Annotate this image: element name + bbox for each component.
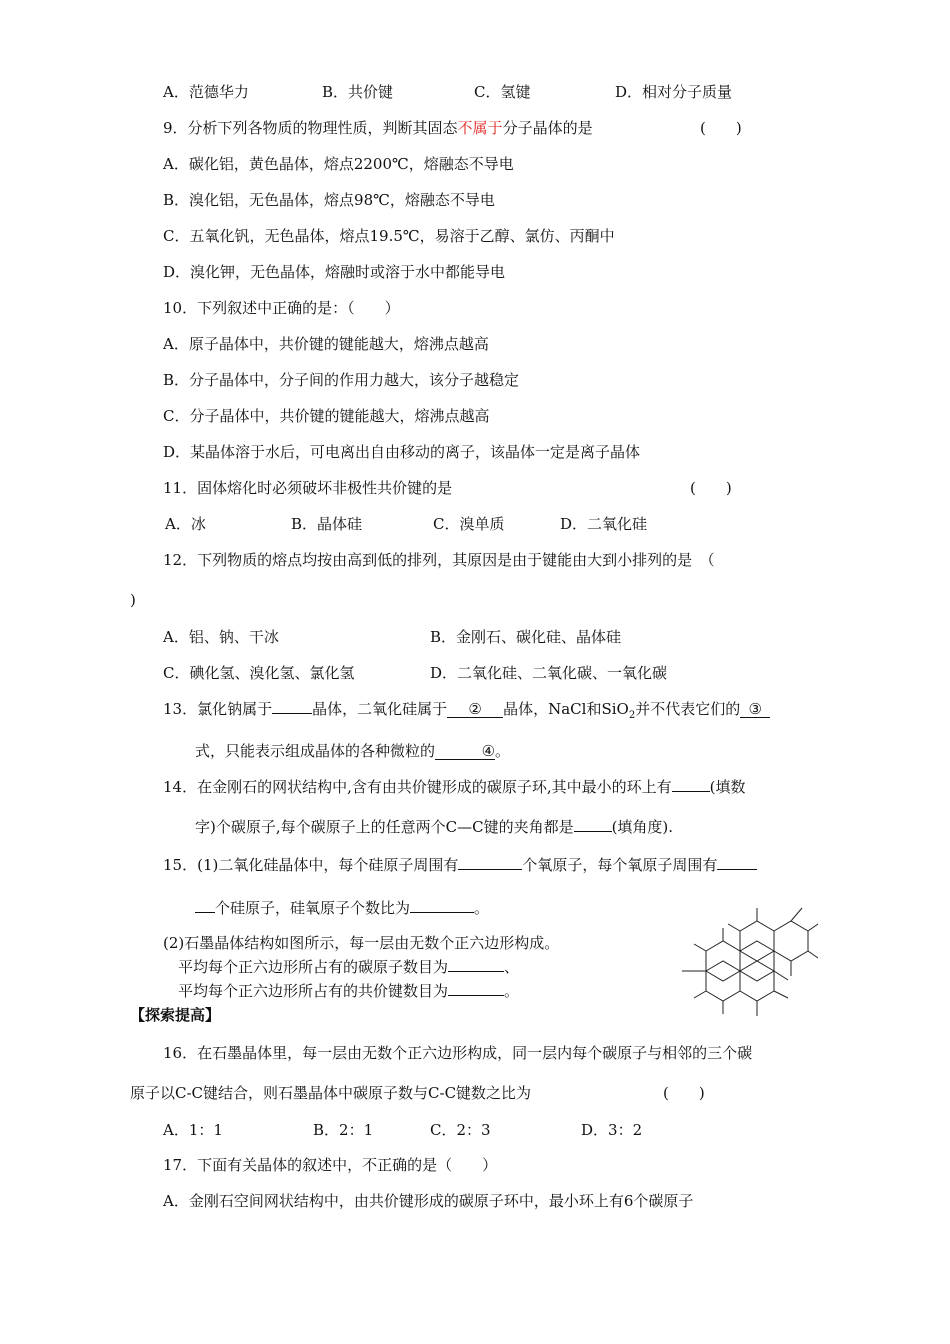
q14-blank-2: [574, 831, 612, 832]
q9-option-c: C．五氧化钒，无色晶体，熔点19.5℃，易溶于乙醇、氯仿、丙酮中: [163, 227, 615, 245]
q12-option-a: A．铝、钠、干冰: [163, 628, 279, 646]
section-heading: 【探索提高】: [130, 1006, 221, 1024]
q14-blank-1: [672, 791, 710, 792]
q9-answer-paren: ( ): [700, 119, 742, 137]
q11-stem: 11．固体熔化时必须破坏非极性共价键的是: [163, 479, 453, 497]
q9-emphasis: 不属于: [457, 119, 503, 137]
q16-option-b: B．2：1: [313, 1121, 374, 1139]
q17-stem: 17．下面有关晶体的叙述中，不正确的是（ ）: [163, 1156, 498, 1174]
q15-part2-stem: (2)石墨晶体结构如图所示，每一层由无数个正六边形构成。: [163, 934, 560, 952]
q15-part2-line3: 平均每个正六边形所占有的共价键数目为 。: [178, 982, 520, 1000]
q12-option-b: B．金刚石、碳化硅、晶体硅: [430, 628, 622, 646]
q15-blank-5: [448, 995, 504, 996]
q16-option-a: A．1：1: [163, 1121, 223, 1139]
q13-line1: 13．氯化钠属于 晶体，二氧化硅属于 ② 晶体，NaCl和SiO$_2$并不代表它们的 ③: [163, 699, 770, 726]
q12-stem: 12．下列物质的熔点均按由高到低的排列，其原因是由于键能由大到小排列的是 （: [163, 551, 715, 569]
q13-blank-3: ③: [740, 701, 770, 718]
q15-part2-line2: 平均每个正六边形所占有的碳原子数目为 、: [178, 958, 520, 976]
q10-option-b: B．分子晶体中，分子间的作用力越大，该分子越稳定: [163, 371, 520, 389]
q16-option-d: D．3：2: [581, 1121, 643, 1139]
q8-option-b: B．共价键: [322, 83, 394, 101]
q14-line1: 14．在金刚石的网状结构中,含有由共价键形成的碳原子环,其中最小的环上有 (填数: [163, 778, 746, 796]
q11-option-a: A．冰: [165, 515, 206, 533]
q8-option-c: C．氢键: [474, 83, 531, 101]
q15-line2: 个硅原子，硅氧原子个数比为 。: [195, 898, 489, 918]
q10-option-c: C．分子晶体中，共价键的键能越大，熔沸点越高: [163, 407, 490, 425]
q13-line2: 式，只能表示组成晶体的各种微粒的 ④。: [195, 742, 511, 760]
q15-blank-4: [448, 971, 504, 972]
q11-answer-paren: ( ): [690, 479, 732, 497]
q10-option-d: D．某晶体溶于水后，可电离出自由移动的离子，该晶体一定是离子晶体: [163, 443, 641, 461]
q15-blank-3: [410, 912, 474, 913]
q13-blank-2: ②: [447, 701, 503, 718]
q17-option-a: A．金刚石空间网状结构中，由共价键形成的碳原子环中，最小环上有6个碳原子: [163, 1192, 694, 1210]
q11-option-d: D．二氧化硅: [560, 515, 648, 533]
q9-option-d: D．溴化钾，无色晶体，熔融时或溶于水中都能导电: [163, 263, 506, 281]
q16-line1: 16．在石墨晶体里，每一层由无数个正六边形构成，同一层内每个碳原子与相邻的三个碳: [163, 1044, 753, 1062]
q15-line1: 15．(1)二氧化硅晶体中，每个硅原子周围有 个氧原子，每个氧原子周围有: [163, 855, 757, 875]
q16-option-c: C．2：3: [430, 1121, 491, 1139]
q13-blank-1: [272, 713, 312, 714]
q9-stem: 9．分析下列各物质的物理性质，判断其固态不属于分子晶体的是: [163, 119, 593, 137]
q12-option-c: C．碘化氢、溴化氢、氯化氢: [163, 664, 355, 682]
q9-option-b: B．溴化铝，无色晶体，熔点98℃，熔融态不导电: [163, 191, 495, 209]
q15-blank-1: [458, 869, 522, 870]
q15-blank-2b: [195, 912, 215, 913]
q10-option-a: A．原子晶体中，共价键的键能越大，熔沸点越高: [163, 335, 489, 353]
q13-blank-4: ④: [435, 743, 495, 760]
q14-line2: 字)个碳原子,每个碳原子上的任意两个C—C键的夹角都是 (填角度).: [195, 818, 674, 836]
q16-answer-paren: ( ): [663, 1084, 705, 1102]
q12-close-paren: ): [130, 591, 136, 609]
q12-option-d: D．二氧化硅、二氧化碳、一氧化碳: [430, 664, 668, 682]
q8-option-d: D．相对分子质量: [615, 83, 733, 101]
q11-option-c: C．溴单质: [433, 515, 505, 533]
q16-line2: 原子以C-C键结合，则石墨晶体中碳原子数与C-C键数之比为: [130, 1084, 532, 1102]
q11-option-b: B．晶体硅: [291, 515, 363, 533]
graphite-hexagon-lattice-icon: [670, 898, 820, 1028]
q9-option-a: A．碳化铝，黄色晶体，熔点2200℃，熔融态不导电: [163, 155, 514, 173]
q15-blank-2: [717, 869, 757, 870]
q8-option-a: A．范德华力: [163, 83, 249, 101]
q10-stem: 10．下列叙述中正确的是：（ ）: [163, 299, 400, 317]
